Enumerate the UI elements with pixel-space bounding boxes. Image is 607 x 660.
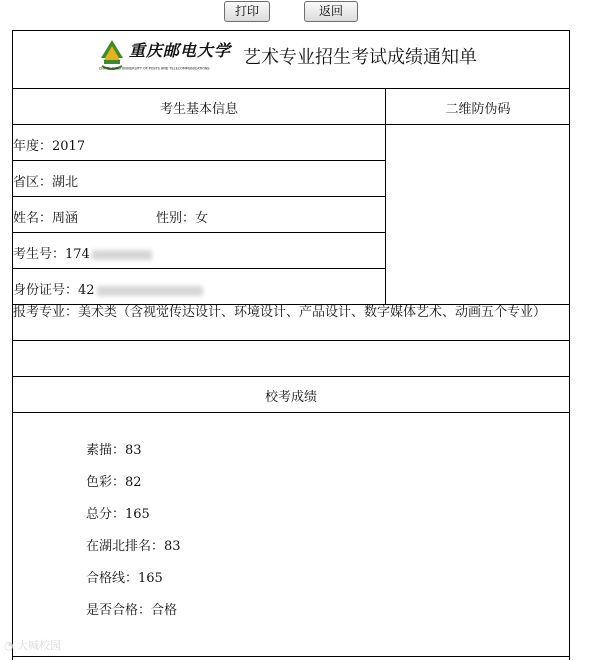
rule [13,232,385,233]
gender-field: 性别：女 [156,211,209,226]
pass-status-field: 是否合格：合格 [86,603,178,618]
rule [13,412,569,413]
rule [13,30,569,31]
scores-heading: 校考成绩 [264,390,317,405]
id-number-field [13,279,203,298]
redaction-blur [97,286,203,296]
basic-info-heading: 考生基本信息 [159,102,238,117]
rule [13,88,569,89]
rule [13,656,569,657]
rank-field: 在湖北排名：83 [86,539,181,554]
rule [13,196,385,197]
rule [13,268,385,269]
total-score: 总分：165 [86,507,150,522]
year-field: 年度：2017 [13,139,86,154]
university-logo [99,38,235,74]
rule [13,376,569,377]
qr-code-heading: 二维防伪码 [445,102,511,117]
watermark-text: 大喊校园 [17,639,62,652]
university-english-name: CHONGQING UNIVERSITY OF POSTS AND TELECOMMUNICATIONS [99,67,210,72]
exam-number-text: 考生号：174 [13,247,90,262]
name-field: 姓名：周涵 [13,211,79,226]
page-title: 艺术专业招生考试成绩通知单 [243,47,477,68]
province-field: 省区：湖北 [13,175,79,190]
watermark [4,637,61,653]
rule [13,124,569,125]
rule [385,88,386,304]
toolbar [0,0,607,30]
pass-line-field: 合格线：165 [86,571,163,586]
exam-number-field [13,243,152,262]
color-score: 色彩：82 [86,475,142,490]
rule [13,160,385,161]
watermark-icon: ◔ [4,639,14,652]
back-button[interactable]: 返回 [304,1,358,22]
rule [13,340,569,341]
redaction-blur [92,250,152,260]
score-notice-sheet [12,30,570,660]
id-number-text: 身份证号：42 [13,283,95,298]
print-button[interactable]: 打印 [224,1,270,22]
sketch-score: 素描：83 [86,443,142,458]
university-name: 重庆邮电大学 [129,41,232,60]
major-field: 报考专业：美术类（含视觉传达设计、环境设计、产品设计、数字媒体艺术、动画五个专业） [13,305,547,320]
